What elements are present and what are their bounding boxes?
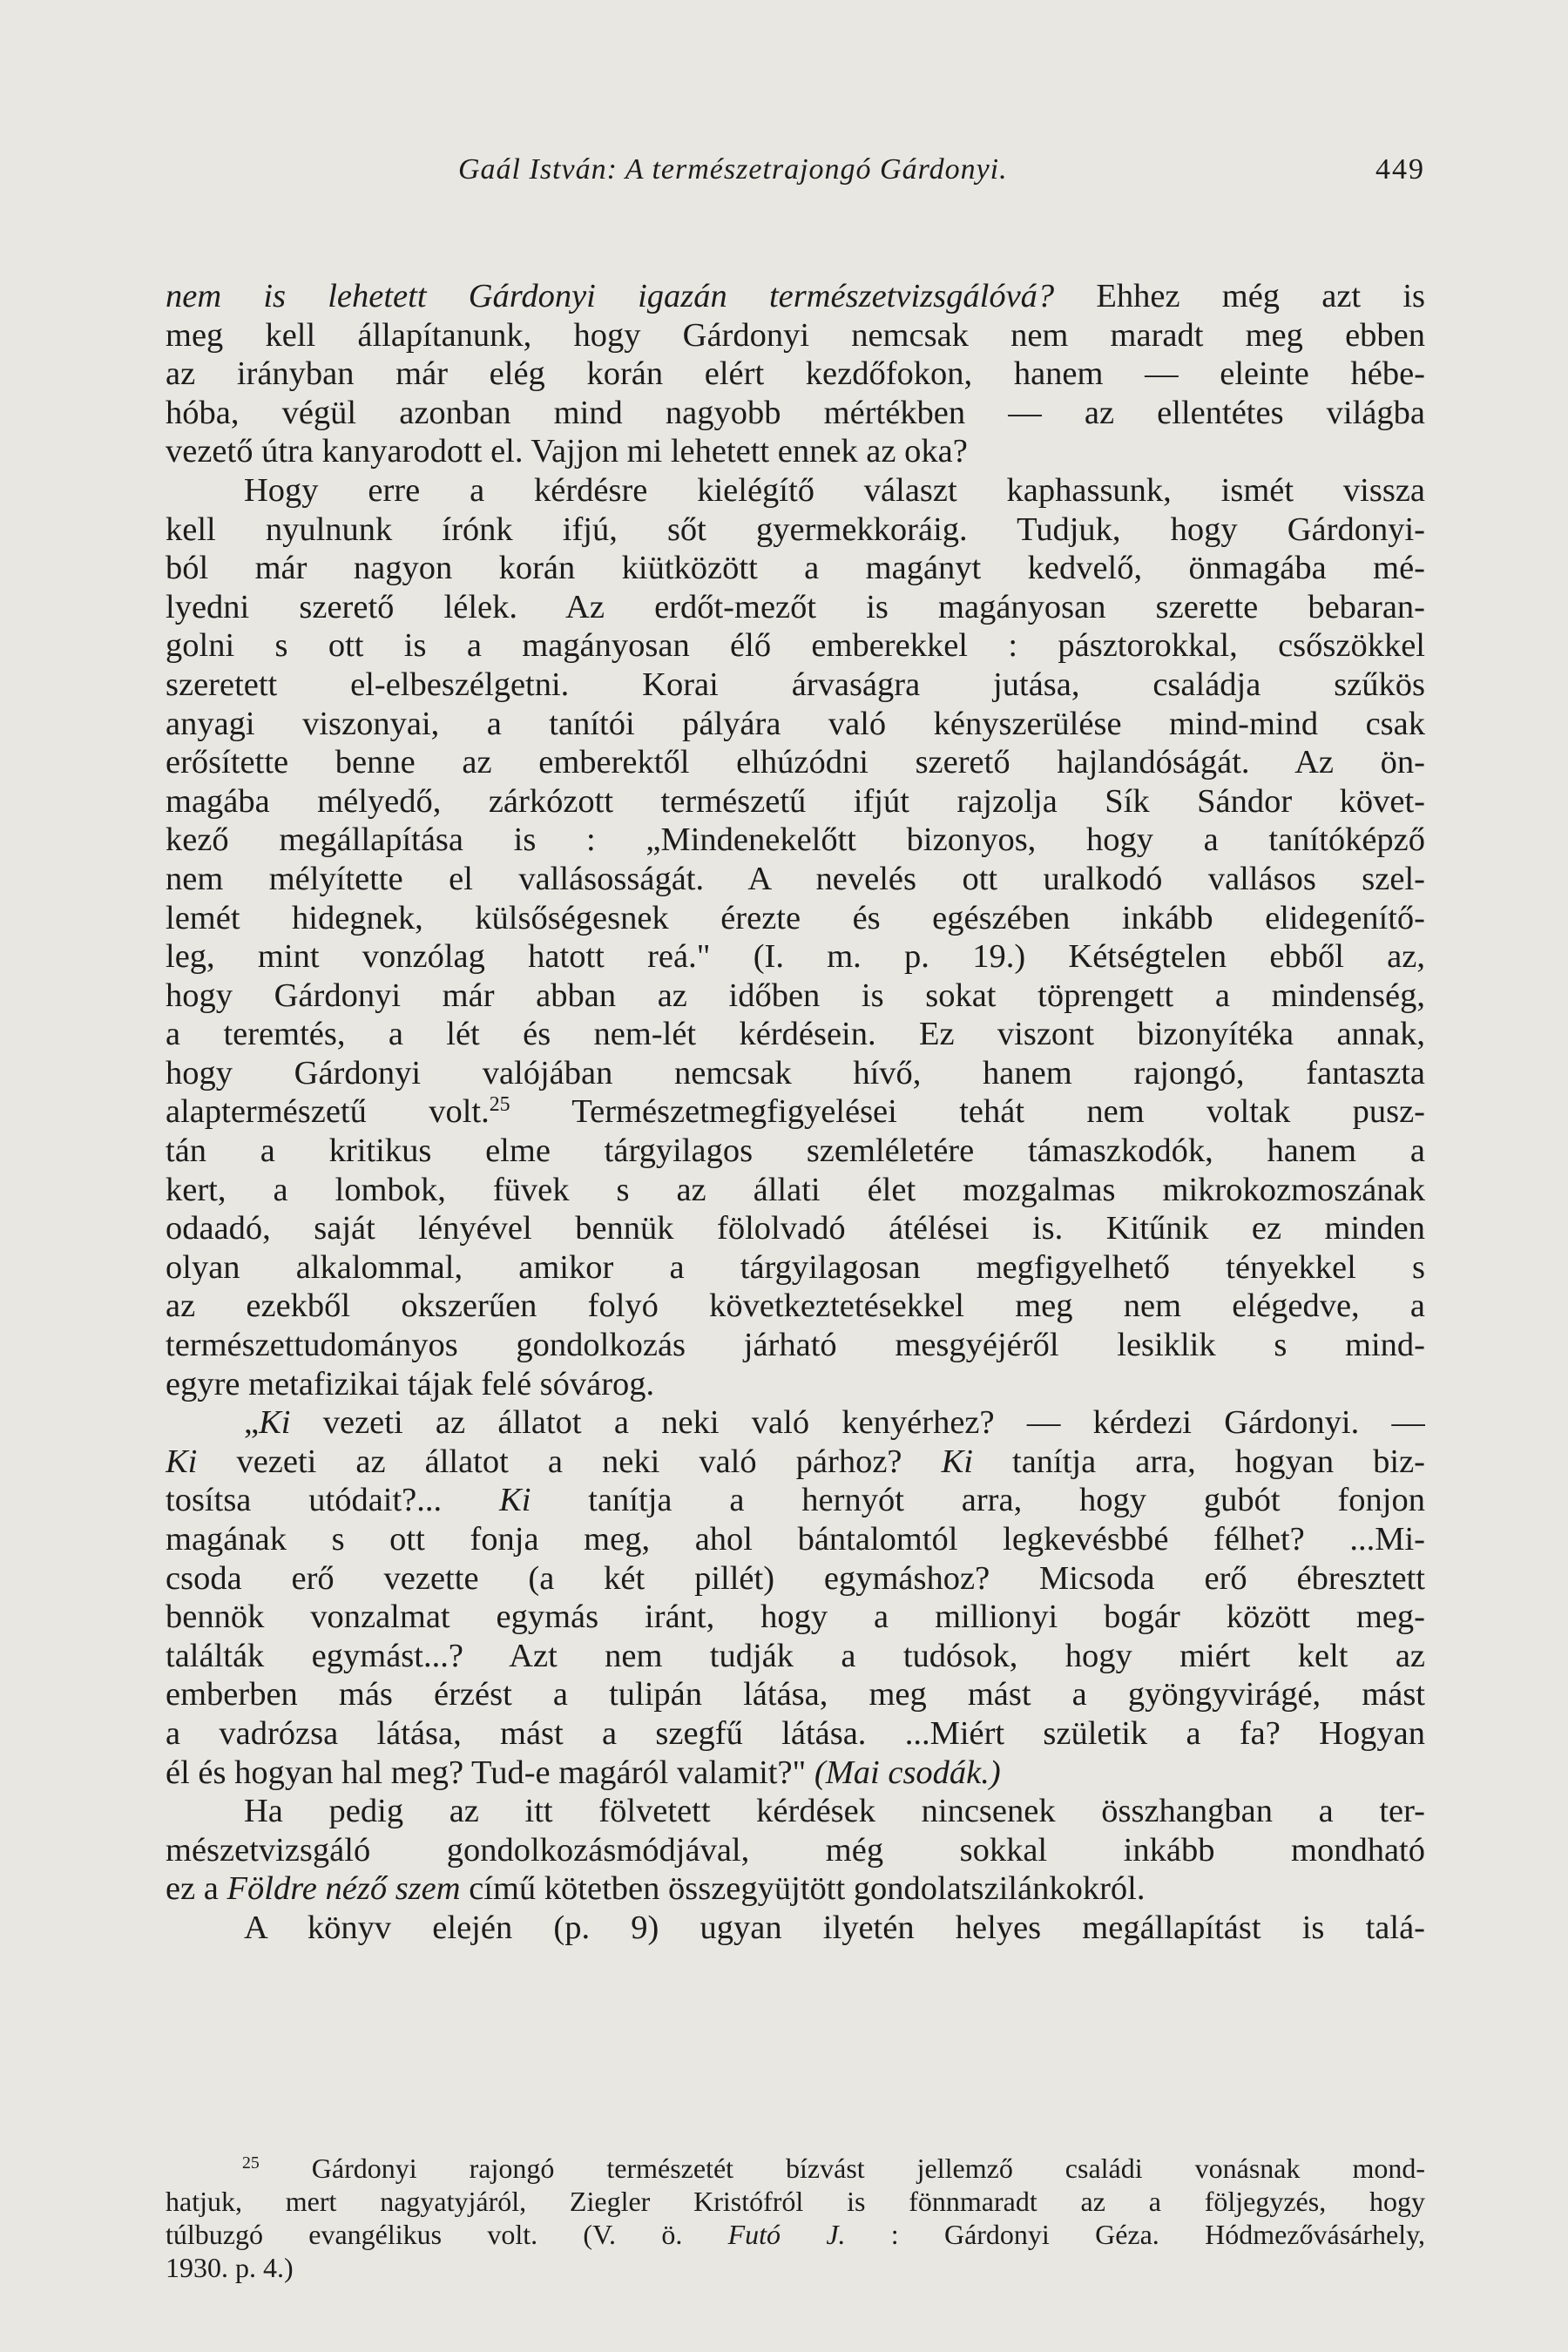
text-run: anyagi viszonyai, a tanítói pályára való kényszerülése mind-mind csak <box>166 705 1425 742</box>
text-run: az irányban már elég korán elért kezdőfokon, hanem — eleinte hébe- <box>166 355 1425 393</box>
body-line <box>166 666 1425 705</box>
body-line <box>166 277 1425 316</box>
text-run: hogy Gárdonyi valójában nemcsak hívő, hanem rajongó, fantaszta <box>166 1054 1425 1092</box>
italic-text: Ki <box>499 1482 531 1519</box>
text-run: egyre metafizikai tájak felé sóvárog. <box>166 1365 655 1402</box>
body-line <box>166 1792 1425 1831</box>
body-line <box>166 1598 1425 1637</box>
text-run: meg kell állapítanunk, hogy Gárdonyi nemcsak nem maradt meg ebben <box>166 316 1425 354</box>
body-line <box>166 1637 1425 1676</box>
page-number: 449 <box>1375 153 1425 186</box>
body-line <box>166 782 1425 821</box>
body-line <box>166 1443 1425 1482</box>
footnote-marker: 25 <box>242 2153 260 2173</box>
footnote <box>166 2152 1425 2284</box>
text-run: él és hogyan hal meg? Tud-e magáról valamit?" <box>166 1754 814 1791</box>
text-run: a vadrózsa látása, mást a szegfű látása. ...Miért születik a fa? Hogyan <box>166 1714 1425 1752</box>
text-run: golni s ott is a magányosan élő emberekkel : pásztorokkal, csőszökkel <box>166 627 1425 665</box>
running-head <box>166 153 1425 206</box>
body-line <box>166 1054 1425 1093</box>
body-line <box>166 588 1425 627</box>
text-run: az ezekből okszerűen folyó következtetésekkel meg nem elégedve, a <box>166 1288 1425 1325</box>
text-run: kező megállapítása is : „Mindenekelőtt bizonyos, hogy a tanítóképző <box>166 821 1425 859</box>
text-run: emberben más érzést a tulipán látása, meg mást a gyöngyvirágé, mást <box>166 1676 1425 1713</box>
body-line <box>166 1754 1425 1793</box>
text-run: : Gárdonyi Géza. Hódmezővásárhely, <box>845 2219 1425 2250</box>
footnote-line <box>166 2218 1425 2251</box>
text-run: tán a kritikus elme tárgyilagos szemléletére támaszkodók, hanem a <box>166 1132 1425 1170</box>
footnote-line <box>166 2185 1425 2218</box>
body-line <box>166 1092 1425 1132</box>
text-run: ez a <box>166 1870 227 1908</box>
text-run: olyan alkalommal, amikor a tárgyilagosan megfigyelhető tényekkel s <box>166 1248 1425 1286</box>
body-line <box>166 1909 1425 1948</box>
body-line <box>166 1209 1425 1248</box>
text-run: ból már nagyon korán kiütközött a magányt kedvelő, önmagába mé- <box>166 550 1425 587</box>
body-line <box>166 510 1425 550</box>
text-run: Gárdonyi rajongó természetét bízvást jellemző családi vonásnak mond- <box>259 2153 1425 2184</box>
text-run: című kötetben összegyüjtött gondolatszilánkokról. <box>460 1870 1146 1908</box>
text-run: bennök vonzalmat egymás iránt, hogy a millionyi bogár között meg- <box>166 1598 1425 1636</box>
text-run: magának s ott fonja meg, ahol bántalomtól legkevésbbé félhet? ...Mi- <box>166 1521 1425 1558</box>
body-line <box>166 1520 1425 1559</box>
text-run: vezető útra kanyarodott el. Vajjon mi lehetett ennek az oka? <box>166 433 968 470</box>
body-line <box>166 743 1425 782</box>
text-run: nem mélyítette el vallásosságát. A nevelés ott uralkodó vallásos szel- <box>166 860 1425 897</box>
body-line <box>166 1326 1425 1365</box>
body-line <box>166 1714 1425 1754</box>
body-line <box>166 705 1425 744</box>
text-run: Hogy erre a kérdésre kielégítő választ kaphassunk, ismét vissza <box>244 471 1425 509</box>
body-line <box>166 316 1425 355</box>
text-run: kell nyulnunk írónk ifjú, sőt gyermekkoráig. Tudjuk, hogy Gárdonyi- <box>166 510 1425 548</box>
body-line <box>166 1481 1425 1520</box>
text-run: alaptermészetű volt. <box>166 1093 490 1131</box>
body-line <box>166 1171 1425 1210</box>
text-run: hatjuk, mert nagyatyjáról, Ziegler Kristófról is fönnmaradt az a följegyzés, hogy <box>166 2186 1425 2217</box>
body-line <box>166 1287 1425 1326</box>
text-run: lyedni szerető lélek. Az erdőt-mezőt is magányosan szerette bebaran- <box>166 588 1425 625</box>
text-run: Természetmegfigyelései tehát nem voltak pusz- <box>510 1093 1425 1131</box>
italic-text: Futó J. <box>727 2219 846 2250</box>
text-run: A könyv elején (p. 9) ugyan ilyetén helyes megállapítást is talá- <box>244 1909 1425 1946</box>
italic-text: (Mai csodák.) <box>814 1754 1001 1791</box>
text-run: 1930. p. 4.) <box>166 2252 294 2283</box>
body-line <box>166 549 1425 588</box>
text-run: odaadó, saját lényével bennük fölolvadó átélései is. Kitűnik ez minden <box>166 1210 1425 1247</box>
text-run: túlbuzgó evangélikus volt. (V. ö. <box>166 2219 728 2250</box>
italic-text: Ki <box>259 1404 291 1442</box>
body-line <box>166 355 1425 394</box>
text-run: vezeti az állatot a neki való kenyérhez? — kérdezi Gárdonyi. — <box>290 1404 1425 1442</box>
italic-text: Földre néző szem <box>226 1870 461 1908</box>
text-run: mészetvizsgáló gondolkozásmódjával, még sokkal inkább mondható <box>166 1831 1425 1869</box>
text-run: kert, a lombok, füvek s az állati élet mozgalmas mikrokozmoszának <box>166 1171 1425 1208</box>
body-line <box>166 937 1425 977</box>
text-run: magába mélyedő, zárkózott természetű ifjút rajzolja Sík Sándor követ- <box>166 782 1425 820</box>
body-line <box>166 1675 1425 1714</box>
body-text <box>166 277 1425 1948</box>
body-line <box>166 432 1425 471</box>
text-run: tanítja a hernyót arra, hogy gubót fonjon <box>531 1482 1425 1519</box>
footnote-line <box>166 2251 1425 2284</box>
text-run: a teremtés, a lét és nem-lét kérdésein. Ez viszont bizonyítéka annak, <box>166 1016 1425 1053</box>
italic-text: nem is lehetett Gárdonyi igazán természetvizsgálóvá? <box>166 278 1055 314</box>
italic-text: Ki <box>166 1443 198 1480</box>
body-line <box>166 1559 1425 1598</box>
footnote-line <box>166 2152 1425 2185</box>
text-run: találták egymást...? Azt nem tudják a tudósok, hogy miért kelt az <box>166 1637 1425 1674</box>
text-run: tanítja arra, hogyan biz- <box>972 1443 1425 1480</box>
footnote-marker: 25 <box>489 1093 510 1117</box>
text-run: hogy Gárdonyi már abban az időben is sokat töprengett a mindenség, <box>166 977 1425 1014</box>
text-run: „ <box>244 1404 260 1442</box>
body-line <box>166 1831 1425 1870</box>
body-line <box>166 1248 1425 1288</box>
text-run: vezeti az állatot a neki való párhoz? <box>197 1443 942 1480</box>
text-run: természettudományos gondolkozás járható mesgyéjéről lesiklik s mind- <box>166 1327 1425 1364</box>
body-line <box>166 860 1425 899</box>
text-run: hóba, végül azonban mind nagyobb mértékben — az ellentétes világba <box>166 394 1425 431</box>
text-run: tosítsa utódait?... <box>166 1482 500 1519</box>
text-run: szeretett el-elbeszélgetni. Korai árvaságra jutása, családja szűkös <box>166 666 1425 703</box>
text-run: lemét hidegnek, külsőségesnek érezte és egészében inkább elidegenítő- <box>166 899 1425 936</box>
body-line <box>166 977 1425 1016</box>
body-line <box>166 1015 1425 1054</box>
body-line <box>166 626 1425 666</box>
text-run: Ehhez még azt is <box>1054 278 1425 314</box>
text-run: Ha pedig az itt fölvetett kérdések nincsenek összhangban a ter- <box>244 1793 1425 1830</box>
italic-text: Ki <box>941 1443 973 1480</box>
body-line <box>166 899 1425 938</box>
running-head-title: Gaál István: A természetrajongó Gárdonyi. <box>458 153 1008 186</box>
text-run: csoda erő vezette (a két pillét) egymáshoz? Micsoda erő ébresztett <box>166 1559 1425 1597</box>
body-line <box>166 1403 1425 1443</box>
body-line <box>166 471 1425 510</box>
body-line <box>166 1132 1425 1171</box>
text-run: leg, mint vonzólag hatott reá." (I. m. p. 19.) Kétségtelen ebből az, <box>166 938 1425 976</box>
text-run: erősítette benne az emberektől elhúzódni szerető hajlandóságát. Az ön- <box>166 744 1425 781</box>
body-line <box>166 821 1425 860</box>
body-line <box>166 394 1425 433</box>
body-line <box>166 1365 1425 1404</box>
body-line <box>166 1869 1425 1909</box>
